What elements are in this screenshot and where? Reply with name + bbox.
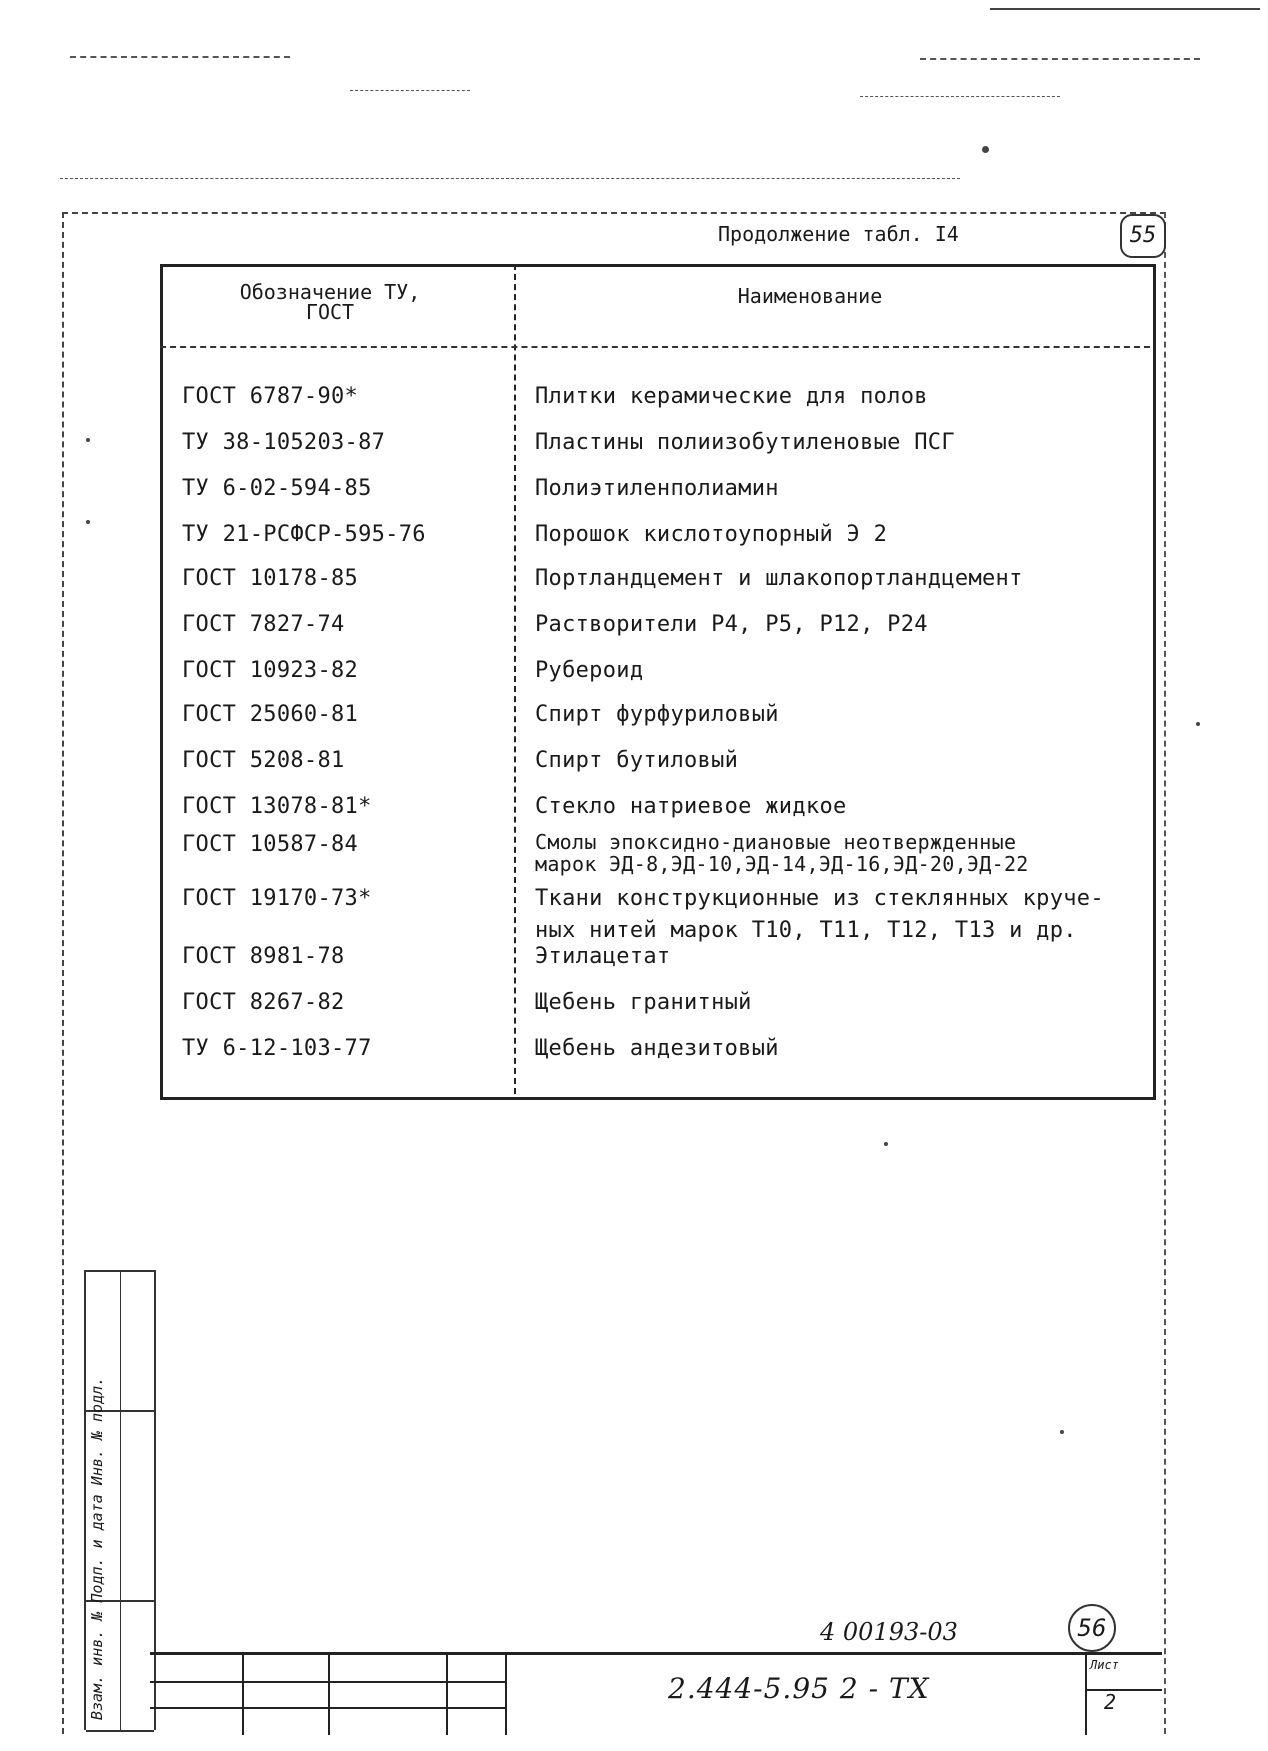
table-row-code: ТУ 6-12-103-77	[182, 1036, 372, 1061]
table-row-code: ТУ 38-105203-87	[182, 430, 386, 455]
table-row-code: ГОСТ 10923-82	[182, 658, 359, 683]
header-name: Наименование	[737, 284, 883, 308]
table-row-code: ГОСТ 5208-81	[182, 748, 345, 773]
table-row-code: ГОСТ 10587-84	[182, 832, 359, 857]
table-row-name: Полиэтиленполиамин	[535, 476, 779, 501]
scan-noise	[920, 58, 1200, 60]
column-divider	[514, 264, 516, 1094]
scan-noise	[990, 8, 1260, 10]
table-row-name: Стекло натриевое жидкое	[535, 794, 847, 819]
table-row-name: Щебень гранитный	[535, 990, 752, 1015]
scan-dot	[884, 1142, 888, 1146]
table-row-name-continued: ных нитей марок Т10, Т11, Т12, Т13 и др.	[535, 918, 1077, 943]
continuation-label: Продолжение табл. I4	[718, 222, 959, 246]
document-number: 2.444-5.95 2 - ТХ	[668, 1672, 930, 1705]
table-row-code: ГОСТ 25060-81	[182, 702, 359, 727]
title-block	[150, 1652, 1162, 1735]
table-row-name: Рубероид	[535, 658, 644, 683]
page-mark: 55	[1120, 214, 1166, 258]
table-row-name: Растворители Р4, Р5, Р12, Р24	[535, 612, 928, 637]
table-row-code: ГОСТ 10178-85	[182, 566, 359, 591]
sheet-number: 2	[1104, 1690, 1117, 1714]
table-row-name: Ткани конструкционные из стеклянных круче-	[535, 886, 1104, 911]
table-row-code: ТУ 6-02-594-85	[182, 476, 372, 501]
table-row-name: Порошок кислотоупорный Э 2	[535, 522, 888, 547]
side-stamp-text: Взам. инв. № Подп. и дата Инв. № подл.	[88, 1376, 106, 1720]
scan-noise	[60, 178, 960, 179]
table-row-code: ГОСТ 8267-82	[182, 990, 345, 1015]
scan-dot	[982, 146, 989, 153]
table-row-name-continued: марок ЭД-8,ЭД-10,ЭД-14,ЭД-16,ЭД-20,ЭД-22	[535, 852, 1029, 876]
scan-dot	[86, 520, 90, 524]
scan-noise	[70, 56, 290, 58]
scan-noise	[860, 96, 1060, 97]
header-designation: Обозначение ТУ, ГОСТ	[239, 280, 421, 324]
table-row-name: Плитки керамические для полов	[535, 384, 928, 409]
scan-noise	[350, 90, 470, 91]
scan-dot	[86, 438, 90, 442]
scan-dot	[1060, 1430, 1064, 1434]
table-row-code: ГОСТ 6787-90*	[182, 384, 359, 409]
handwritten-number: 4 00193-03	[820, 1618, 958, 1646]
table-row-code: ГОСТ 8981-78	[182, 944, 345, 969]
table-row-name: Щебень андезитовый	[535, 1036, 779, 1061]
table-row-name: Этилацетат	[535, 944, 671, 969]
table-row-name: Пластины полиизобутиленовые ПСГ	[535, 430, 955, 455]
table-row-code: ТУ 21-РСФСР-595-76	[182, 522, 426, 547]
table-row-name: Спирт фурфуриловый	[535, 702, 779, 727]
table-row-name: Спирт бутиловый	[535, 748, 739, 773]
scan-dot	[1196, 722, 1200, 726]
header-divider	[160, 346, 1150, 348]
table-row-name: Портландцемент и шлакопортландцемент	[535, 566, 1023, 591]
table-row-code: ГОСТ 19170-73*	[182, 886, 372, 911]
table-row-code: ГОСТ 13078-81*	[182, 794, 372, 819]
table-row-name: Смолы эпоксидно-диановые неотвержденные	[535, 830, 1017, 854]
circled-number: 56	[1068, 1604, 1116, 1652]
table-row-code: ГОСТ 7827-74	[182, 612, 345, 637]
sheet-label: Лист	[1090, 1658, 1119, 1672]
